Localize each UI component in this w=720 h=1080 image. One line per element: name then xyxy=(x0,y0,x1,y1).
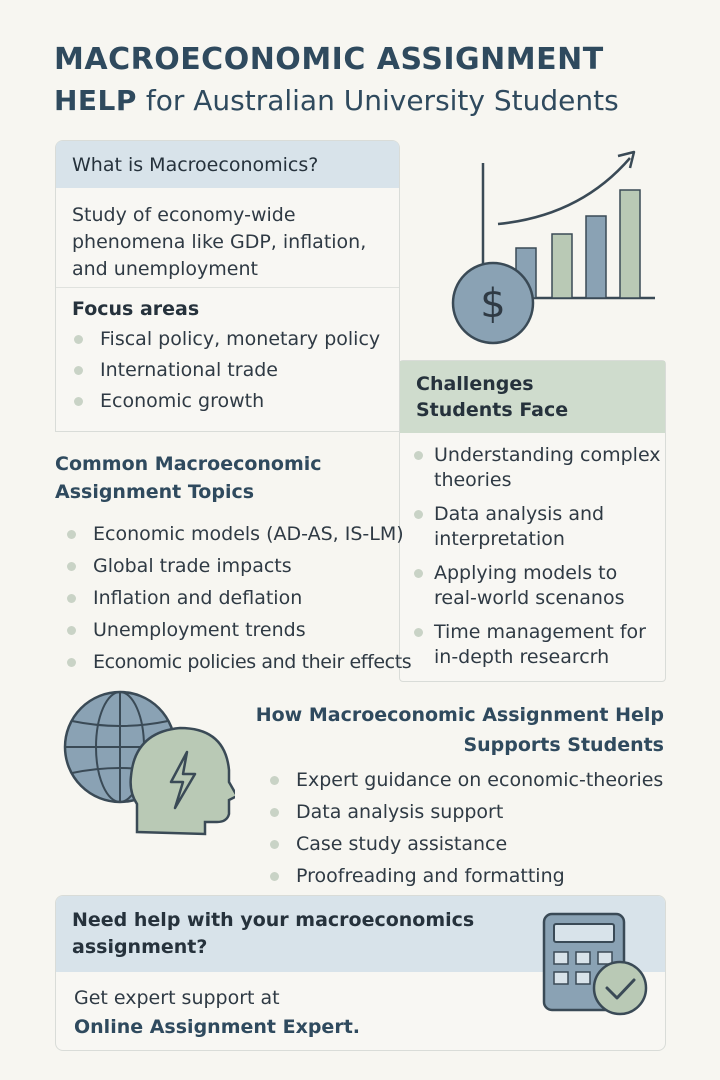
focus-areas-title: Focus areas xyxy=(72,298,200,320)
list-item: Economic models (AD-AS, IS-LM) xyxy=(63,518,415,550)
dollar-coin-icon xyxy=(450,260,540,350)
list-item: Case study assistance xyxy=(266,828,670,860)
challenges-heading-line-1: Challenges xyxy=(416,373,534,395)
list-item: Time management for in-depth researcrh xyxy=(412,620,665,670)
topics-heading xyxy=(55,450,415,506)
list-item: Inflation and deflation xyxy=(63,582,415,614)
list-item: Data analysis and interpretation xyxy=(412,502,665,552)
list-item: Applying models to real-world scenanos xyxy=(412,561,665,611)
cta-body-text: Get expert support at xyxy=(74,987,280,1009)
list-item: Data analysis support xyxy=(266,796,670,828)
list-item: Expert guidance on economic-theories xyxy=(266,764,670,796)
title-subtitle: for Australian University Students xyxy=(136,84,619,117)
topics-section xyxy=(55,450,415,678)
challenges-heading-line-2: Students Face xyxy=(416,399,569,421)
svg-text:$: $ xyxy=(480,281,506,327)
focus-areas-list xyxy=(56,324,399,417)
supports-list xyxy=(240,764,670,892)
list-item: Understanding complex theories xyxy=(412,443,665,493)
head-lightning-icon xyxy=(125,722,235,837)
what-is-panel xyxy=(55,140,400,432)
cta-heading-text: Need help with your macroeconomics assignment? xyxy=(72,909,475,958)
challenges-heading xyxy=(400,361,665,433)
list-item: Economic policies and their effects xyxy=(63,646,415,678)
challenges-list xyxy=(400,433,665,670)
topics-heading-line-1: Common Macroeconomic xyxy=(55,453,322,475)
title-help: HELP xyxy=(54,84,137,117)
list-item: International trade xyxy=(70,355,399,386)
list-item: Unemployment trends xyxy=(63,614,415,646)
cta-brand-link[interactable]: Online Assignment Expert. xyxy=(74,1016,360,1038)
supports-heading-line-1: How Macroeconomic Assignment Help xyxy=(255,704,664,726)
list-item: Fiscal policy, monetary policy xyxy=(70,324,399,355)
supports-section xyxy=(240,700,670,892)
topics-list xyxy=(55,518,415,678)
what-is-description: Study of economy-wide phenomena like GDP, inflation, and unemployment xyxy=(56,188,399,288)
what-is-heading: What is Macroeconomics? xyxy=(56,141,399,188)
list-item: Proofreading and formatting xyxy=(266,860,670,892)
challenges-panel xyxy=(399,360,666,682)
list-item: Economic growth xyxy=(70,386,399,417)
title-line-2 xyxy=(54,80,619,122)
calculator-icon xyxy=(540,910,655,1020)
topics-heading-line-2: Assignment Topics xyxy=(55,481,255,503)
supports-heading-line-2: Supports Students xyxy=(463,734,664,756)
list-item: Global trade impacts xyxy=(63,550,415,582)
supports-heading xyxy=(240,700,670,760)
title-line-1: MACROECONOMIC ASSIGNMENT xyxy=(54,42,604,77)
page-title xyxy=(54,40,619,122)
